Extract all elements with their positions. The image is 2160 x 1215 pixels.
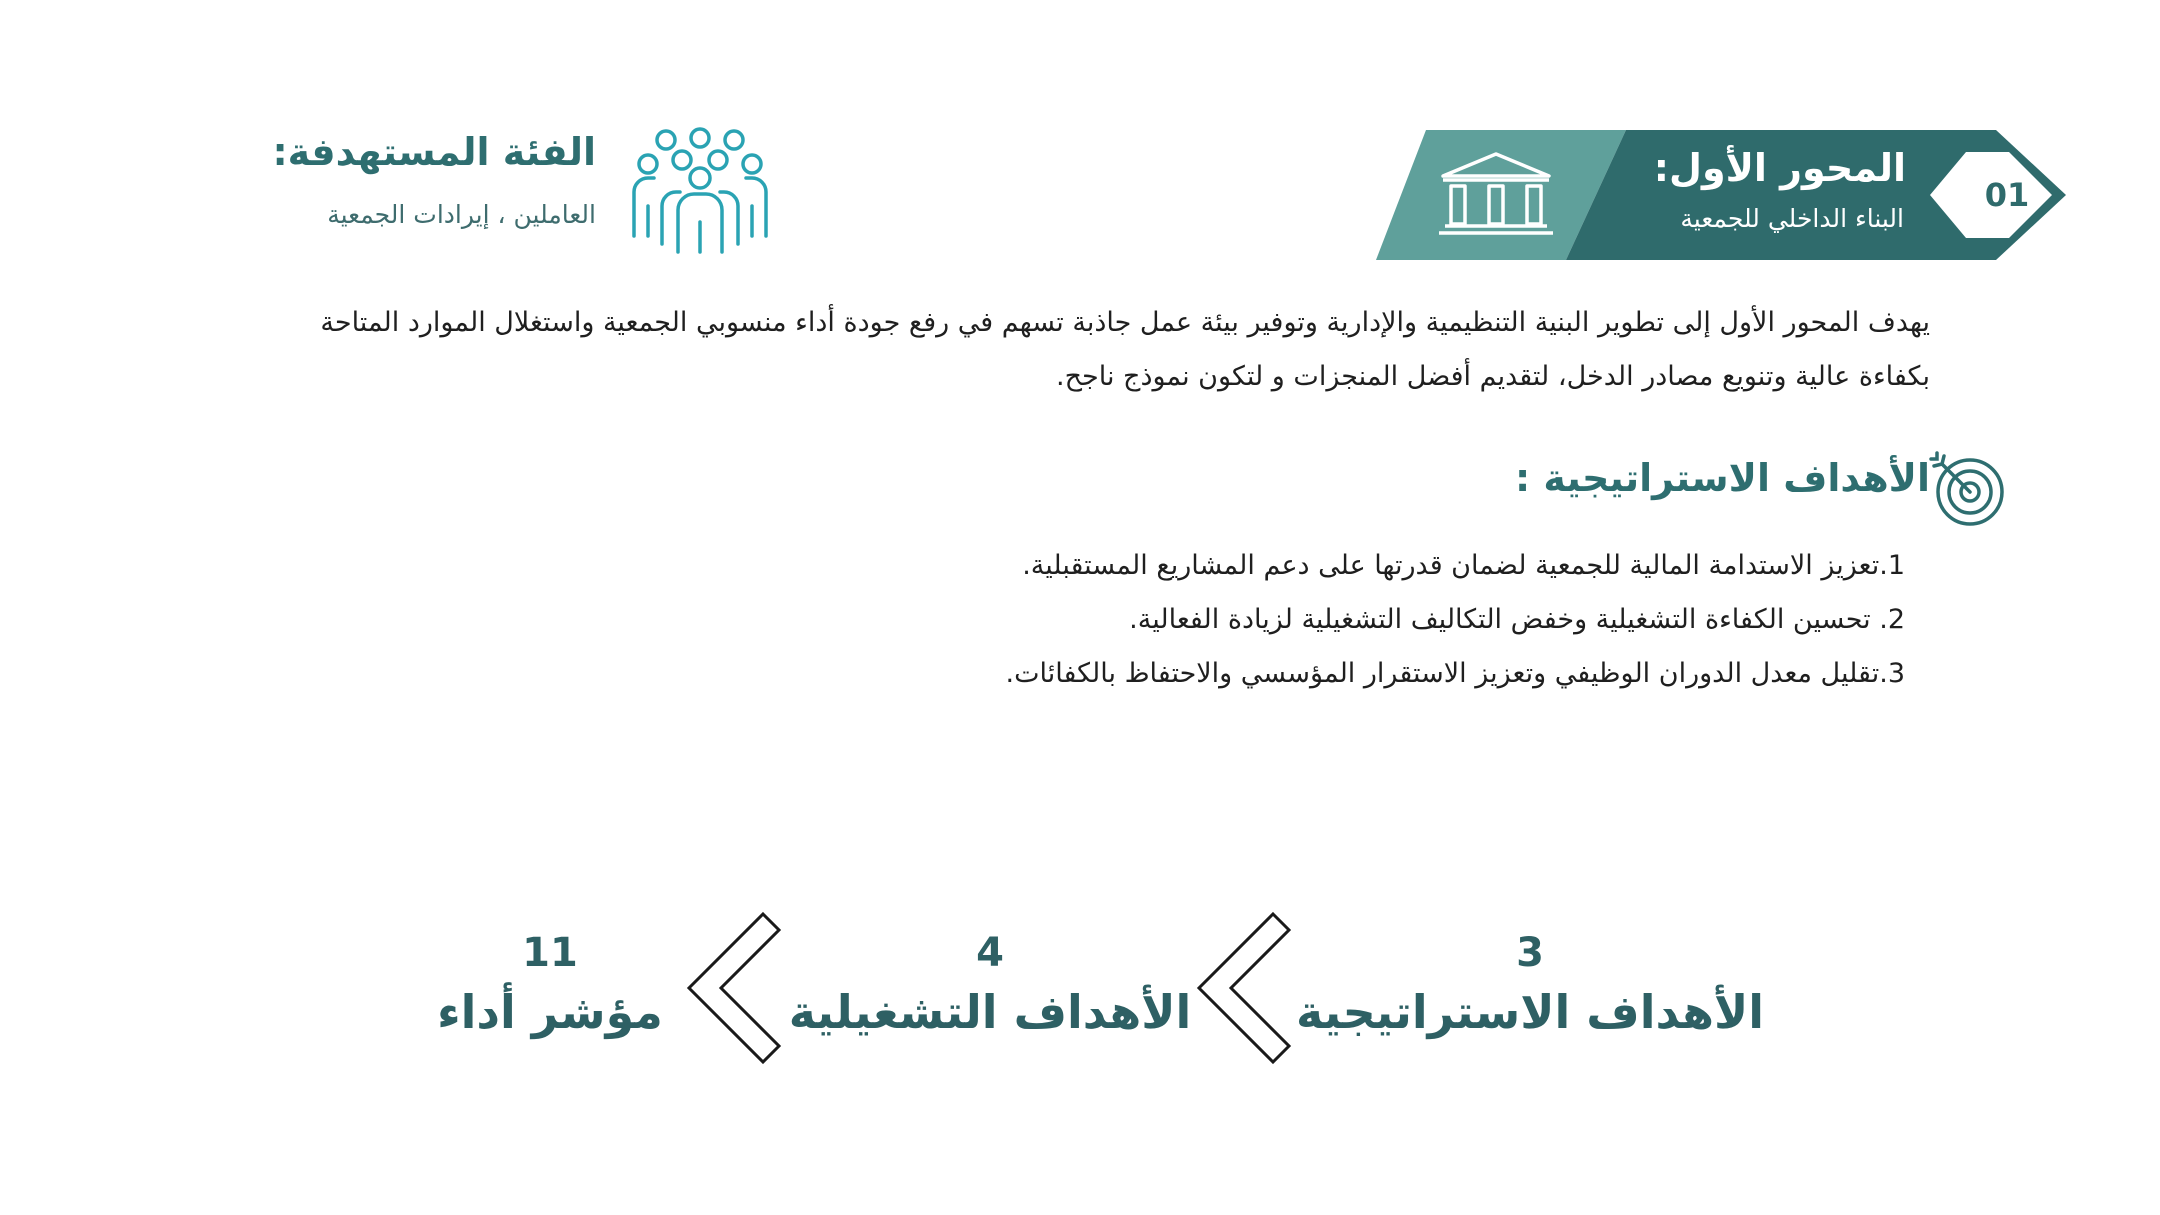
stat-strategic-label: الأهداف الاستراتيجية [1296,985,1764,1039]
chevron-left-icon [675,910,785,1066]
stat-kpi-label: مؤشر أداء [437,985,663,1039]
axis-subtitle: البناء الداخلي للجمعية [1680,204,1904,233]
target-arrow-icon [1928,450,2006,528]
columns-building-icon [1431,150,1561,240]
audience-subtitle: العاملين ، إيرادات الجمعية [327,200,596,229]
stat-kpi-count: 11 [522,930,578,976]
goal-item-2: 2. تحسين الكفاءة التشغيلية وخفض التكاليف التشغيلية لزيادة الفعالية. [1129,604,1905,635]
axis-number: 01 [1984,176,2030,214]
stat-operational-label: الأهداف التشغيلية [788,985,1192,1039]
chevron-left-icon [1185,910,1295,1066]
people-group-icon [626,126,774,254]
axis-title: المحور الأول: [1653,146,1906,190]
strategic-goals-heading: الأهداف الاستراتيجية : [1514,456,1930,500]
goal-item-3: 3.تقليل معدل الدوران الوظيفي وتعزيز الاستقرار المؤسسي والاحتفاظ بالكفائات. [1005,658,1905,689]
axis-banner [1376,130,2066,260]
stat-operational-count: 4 [976,930,1004,976]
axis-description: يهدف المحور الأول إلى تطوير البنية التنظيمية والإدارية وتوفير بيئة عمل جاذبة تسهم في رفع جودة أداء منسوبي الجمعية واستغلال الموارد المتاحة بكفاءة عالية وتنويع مصادر الدخل، لتقديم أفضل المنجزات و لتكون نموذج ناجح. [320,307,1930,392]
goal-item-1: 1.تعزيز الاستدامة المالية للجمعية لضمان قدرتها على دعم المشاريع المستقبلية. [1022,550,1905,581]
stat-strategic-count: 3 [1516,930,1544,976]
audience-title: الفئة المستهدفة: [272,130,596,174]
